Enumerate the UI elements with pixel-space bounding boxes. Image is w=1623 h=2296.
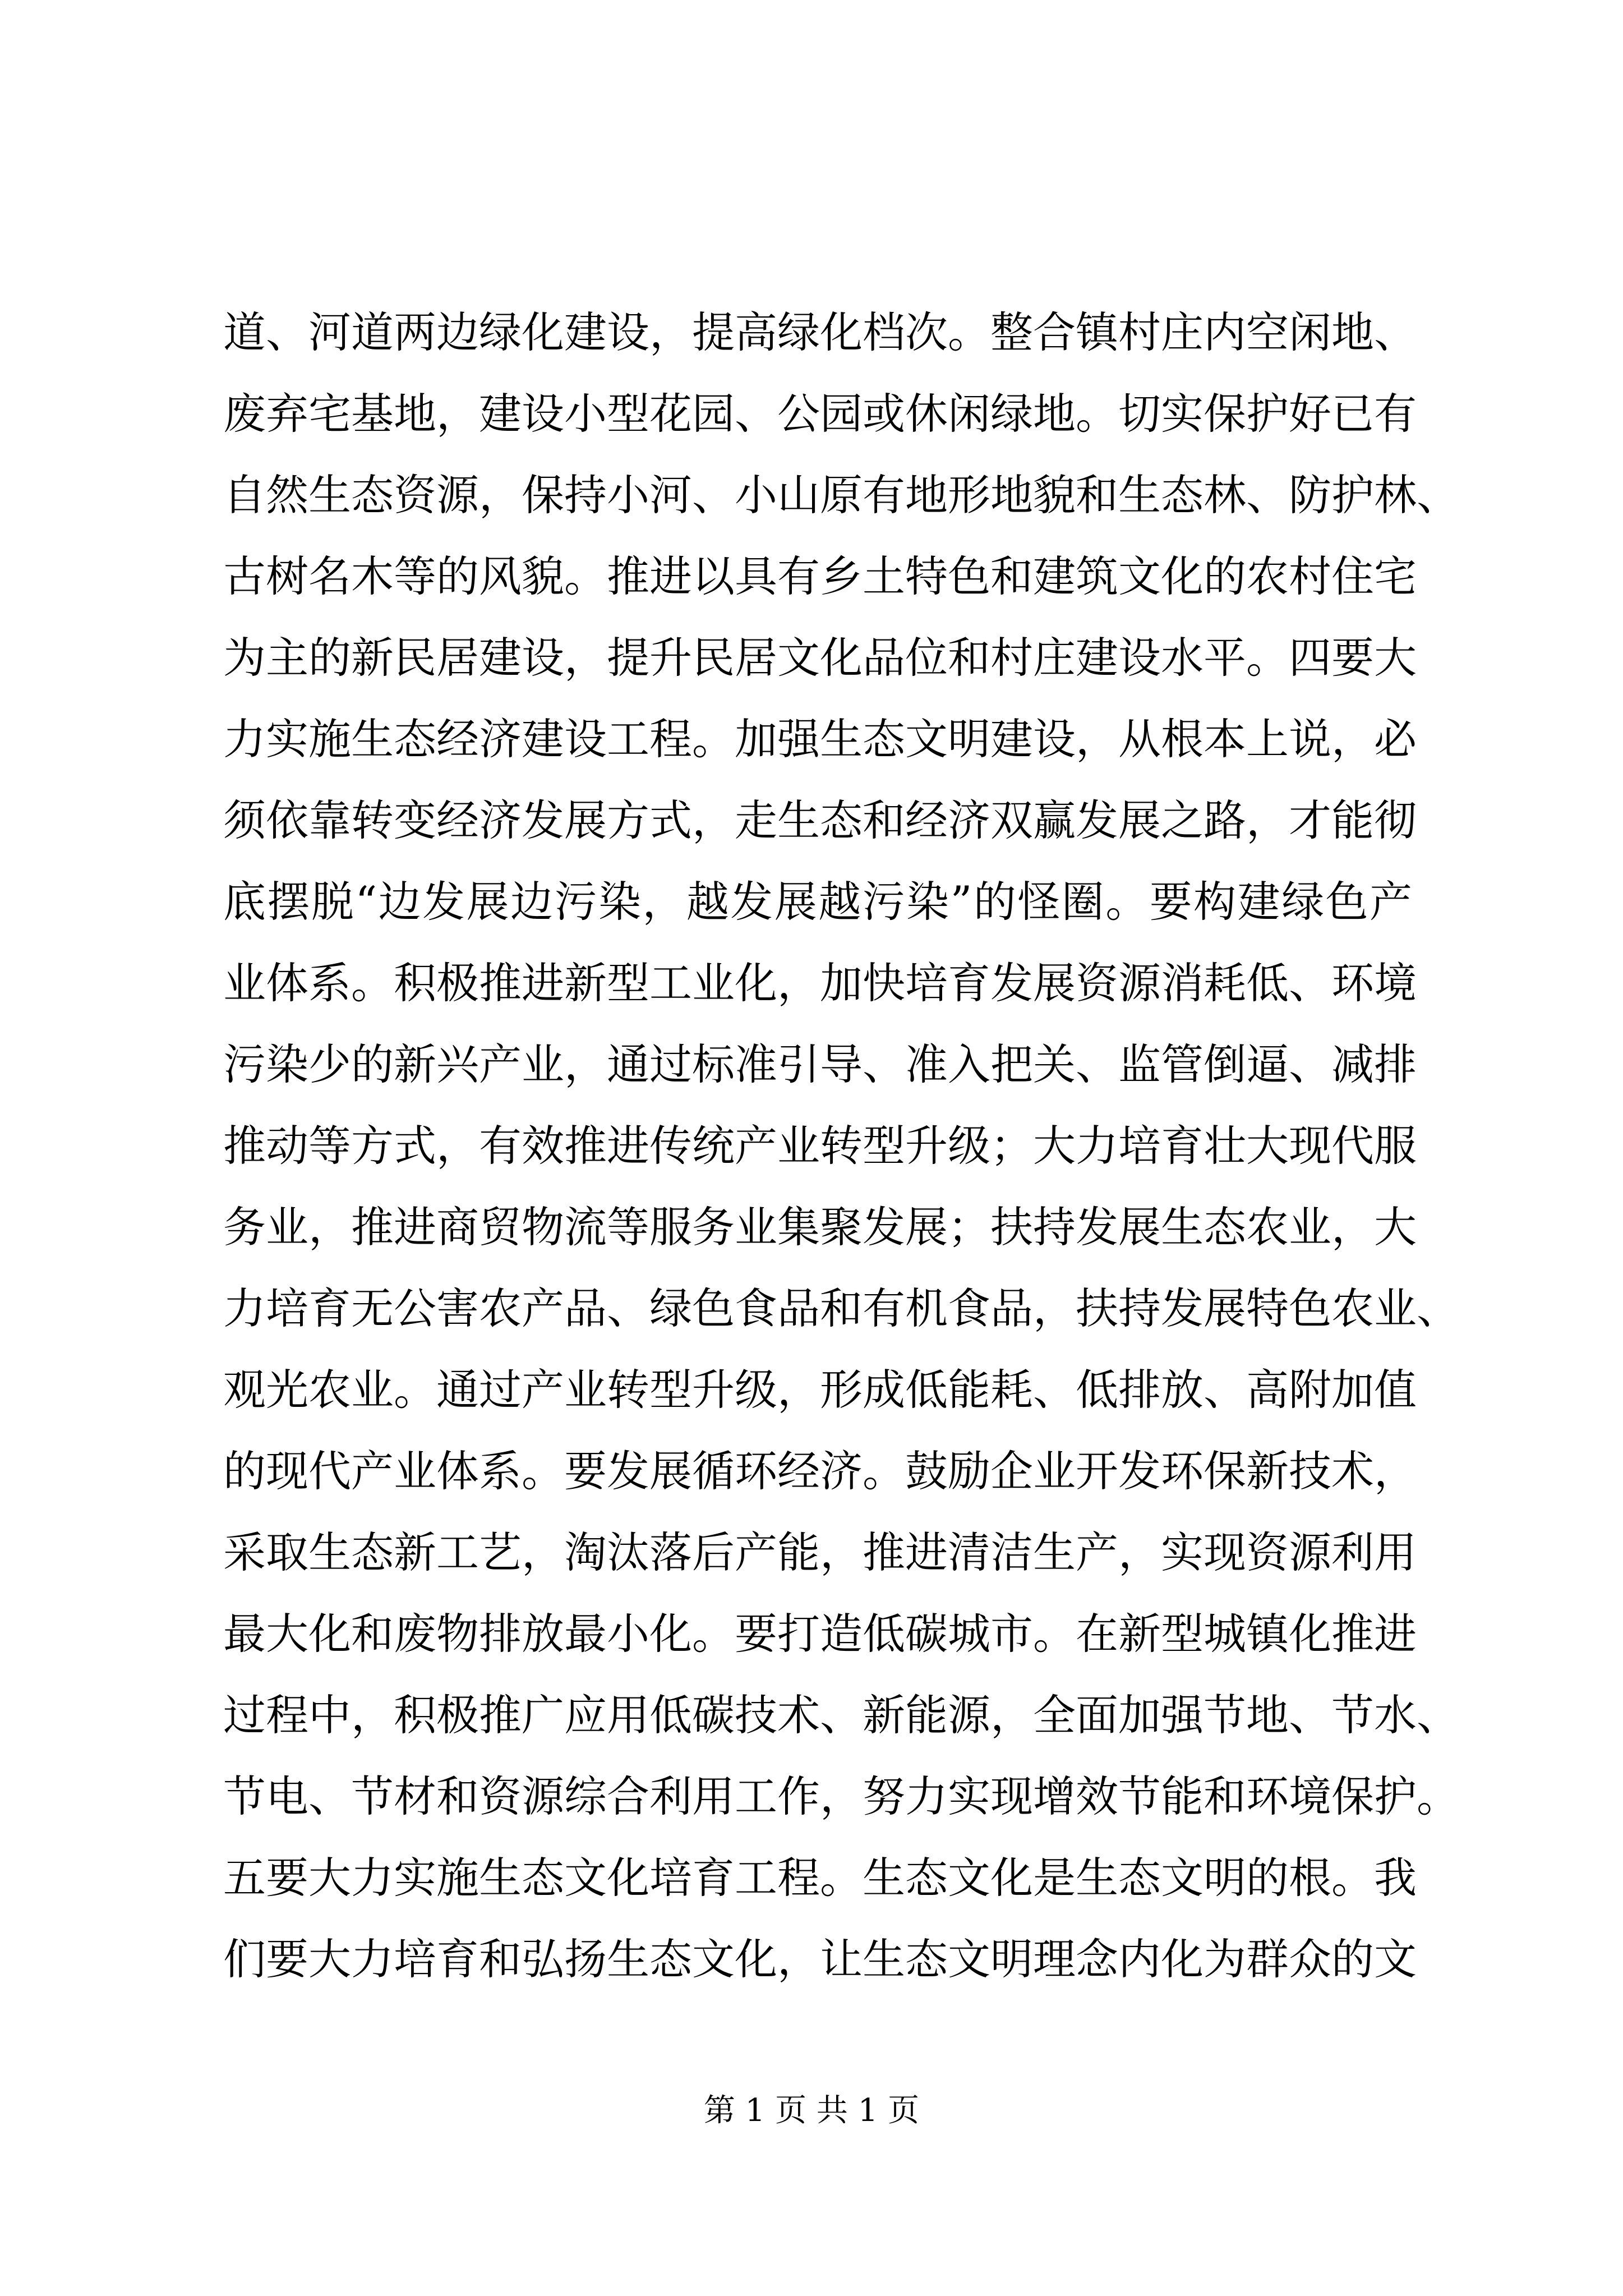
text-line: 力培育无公害农产品、绿色食品和有机食品，扶持发展特色农业、 — [223, 1283, 1459, 1333]
text-line: 污染少的新兴产业，通过标准引导、准入把关、监管倒逼、减排 — [223, 1039, 1417, 1089]
text-line: 推动等方式，有效推进传统产业转型升级；大力培育壮大现代服 — [223, 1121, 1417, 1171]
text-line: 为主的新民居建设，提升民居文化品位和村庄建设水平。四要大 — [223, 633, 1417, 683]
text-line: 自然生态资源，保持小河、小山原有地形地貌和生态林、防护林、 — [223, 470, 1459, 520]
body-text — [223, 292, 1459, 2000]
text-line: 节电、节材和资源综合利用工作，努力实现增效节能和环境保护。 — [223, 1772, 1459, 1821]
page-footer: 第 1 页 共 1 页 — [703, 2092, 920, 2129]
text-line: 道、河道两边绿化建设，提高绿化档次。整合镇村庄内空闲地、 — [223, 307, 1417, 357]
text-line: 古树名木等的风貌。推进以具有乡土特色和建筑文化的农村住宅 — [223, 551, 1417, 601]
text-line: 底摆脱“边发展边污染，越发展越污染”的怪圈。要构建绿色产 — [223, 877, 1412, 927]
text-line: 废弃宅基地，建设小型花园、公园或休闲绿地。切实保护好已有 — [223, 389, 1417, 439]
text-line: 观光农业。通过产业转型升级，形成低能耗、低排放、高附加值 — [223, 1365, 1417, 1415]
text-line: 们要大力培育和弘扬生态文化，让生态文明理念内化为群众的文 — [223, 1934, 1417, 1984]
text-line: 务业，推进商贸物流等服务业集聚发展；扶持发展生态农业，大 — [223, 1202, 1417, 1252]
text-line: 五要大力实施生态文化培育工程。生态文化是生态文明的根。我 — [223, 1853, 1417, 1903]
text-line: 最大化和废物排放最小化。要打造低碳城市。在新型城镇化推进 — [223, 1609, 1417, 1659]
text-line: 过程中，积极推广应用低碳技术、新能源，全面加强节地、节水、 — [223, 1690, 1459, 1740]
text-line: 业体系。积极推进新型工业化，加快培育发展资源消耗低、环境 — [223, 958, 1417, 1008]
text-line: 的现代产业体系。要发展循环经济。鼓励企业开发环保新技术， — [223, 1446, 1417, 1496]
text-line: 力实施生态经济建设工程。加强生态文明建设，从根本上说，必 — [223, 714, 1417, 764]
text-line: 采取生态新工艺，淘汰落后产能，推进清洁生产，实现资源利用 — [223, 1527, 1417, 1577]
text-line: 须依靠转变经济发展方式，走生态和经济双赢发展之路，才能彻 — [223, 795, 1417, 845]
